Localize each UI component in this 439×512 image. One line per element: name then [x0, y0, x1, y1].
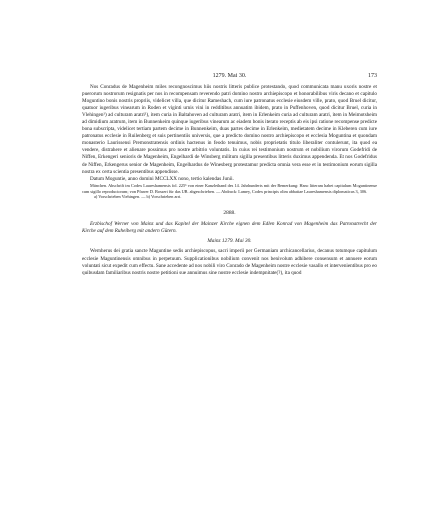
footnote: a) Vorschrieben Viehingen. — b) Vorschrieben arri.	[94, 194, 182, 200]
dateline: Datum Moguntie, anno domini MCCLXX nono, tertio kalendas Junii.	[90, 175, 234, 182]
page-number: 173	[368, 73, 377, 79]
charter-text-1: Nos Conradus de Magenheim miles recongnoscimus hiis nostris litteris publice protestando, quod communicata manu uxoris nostre et puerorum nostrorum resignatis per nos in recompensam reverendo patri domino nostro archiepiscopo et honorabilibus viris decano et capitulo Moguntino bonis nostris propriis, videlicet villa, que dicitur Rameshach, cum iure patronatus ecclesie eiusdem ville, prato, quod Bruel dicitur, quatuor iugeribus vinearum in Roden et viginti urnis vini in redditibus annuatim ibidem, prato in Puffenhoven, quod dicitur Bruel, curia in Vlehingen¹) ad culturam aratri¹), item curia in Baltahoven ad culturam aratri, item in Erlenkeim curia ad culturam aratri, item in Meimotsheim ad dimidium aratrum, item in Bunnenkeim quinque iugeribus vinearum ac eiadem bonis iterato receptis ab eis ipsi ratione recompense predicte bona subscripta, videlicet tertiam partem decime in Bunnenkeim, duas partes decime in Erlenkeim, medietatem decime in Kleberen cum iure patronatus ecclesie in Ruilenberg et suis pertinentiis universis, que a predicto domino nostro archiepiscopo et ecclesia Moguntina et quondam monasterio Laurissensi Premonstratensis ordinis hactenus in feodo tenuimus, nobis proprietatis titulo liberaliter contulerunt, ita quod ea vendere, distrahere et alienare possimus pro nostre arbitrio voluntatis. In cuius rei testimonium nostrum et nobilium virorum Godefridi de Niffen, Erkengeri senioris de Magenheim, Engelhardi de Winsberg militum sigilla presentibus litteris duximus appendenda. Et nos Godefridus de Niffen, Erkengerus senior de Magenheim, Engelhardus de Winesberg protestamur predicta omnia vera esse et in testimonium eorum sigilla nostra ex certa scientia presentibus appendisse.	[82, 84, 377, 175]
source-note: München. Abschrift im Codex Laureshamensis fol. 225ᵇ von einer Kanzleihand des 14. Jahrhunderts mit der Bemerkung: Hanc litteram habet capitulum Moguntinense cum sigillo reproductorum; von Pfarrer D. Bossert für das UB. abgeschrieben. — Abdruck: Lamey, Codex principis olim abbatiae Laureshamensis diplomaticus 3, 306.	[82, 183, 377, 194]
regest-summary: Erzbischof Werner von Mainz und das Kapitel der Mainzer Kirche eignen dem Edlen Konrad von Magenheim das Patronatrecht der Kirche auf dem Ruheiberg mit andern Gütern.	[82, 220, 377, 235]
page-header	[82, 71, 377, 81]
document-number: 2888.	[223, 209, 236, 216]
charter-text-2: Wernherus dei gratia sancte Maguntine sedis archiepiscopus, sacri imperii per Germaniam archicancellarius, decanus totumque capitulum ecclesie Maguntinensis omnibus in perpetuum. Supplicationibus nobilium convenit nos benivolum adhibere consensum et annuere eorum voluntati sicut expedit cum effectu. Sane accedente ad nos nobili viro Conrado de Magenheim nostre ecclesie vasallo et intervenientibus pro eo quibusdam familiaribus nostris nostre petitioni sue annuimus sine nostre ecclesie indempnitate(?), ita quod	[82, 248, 377, 277]
place-date: Mainz 1279. Mai 30.	[207, 238, 252, 245]
header-date: 1279. Mai 30.	[212, 73, 247, 79]
document-body	[82, 84, 377, 277]
